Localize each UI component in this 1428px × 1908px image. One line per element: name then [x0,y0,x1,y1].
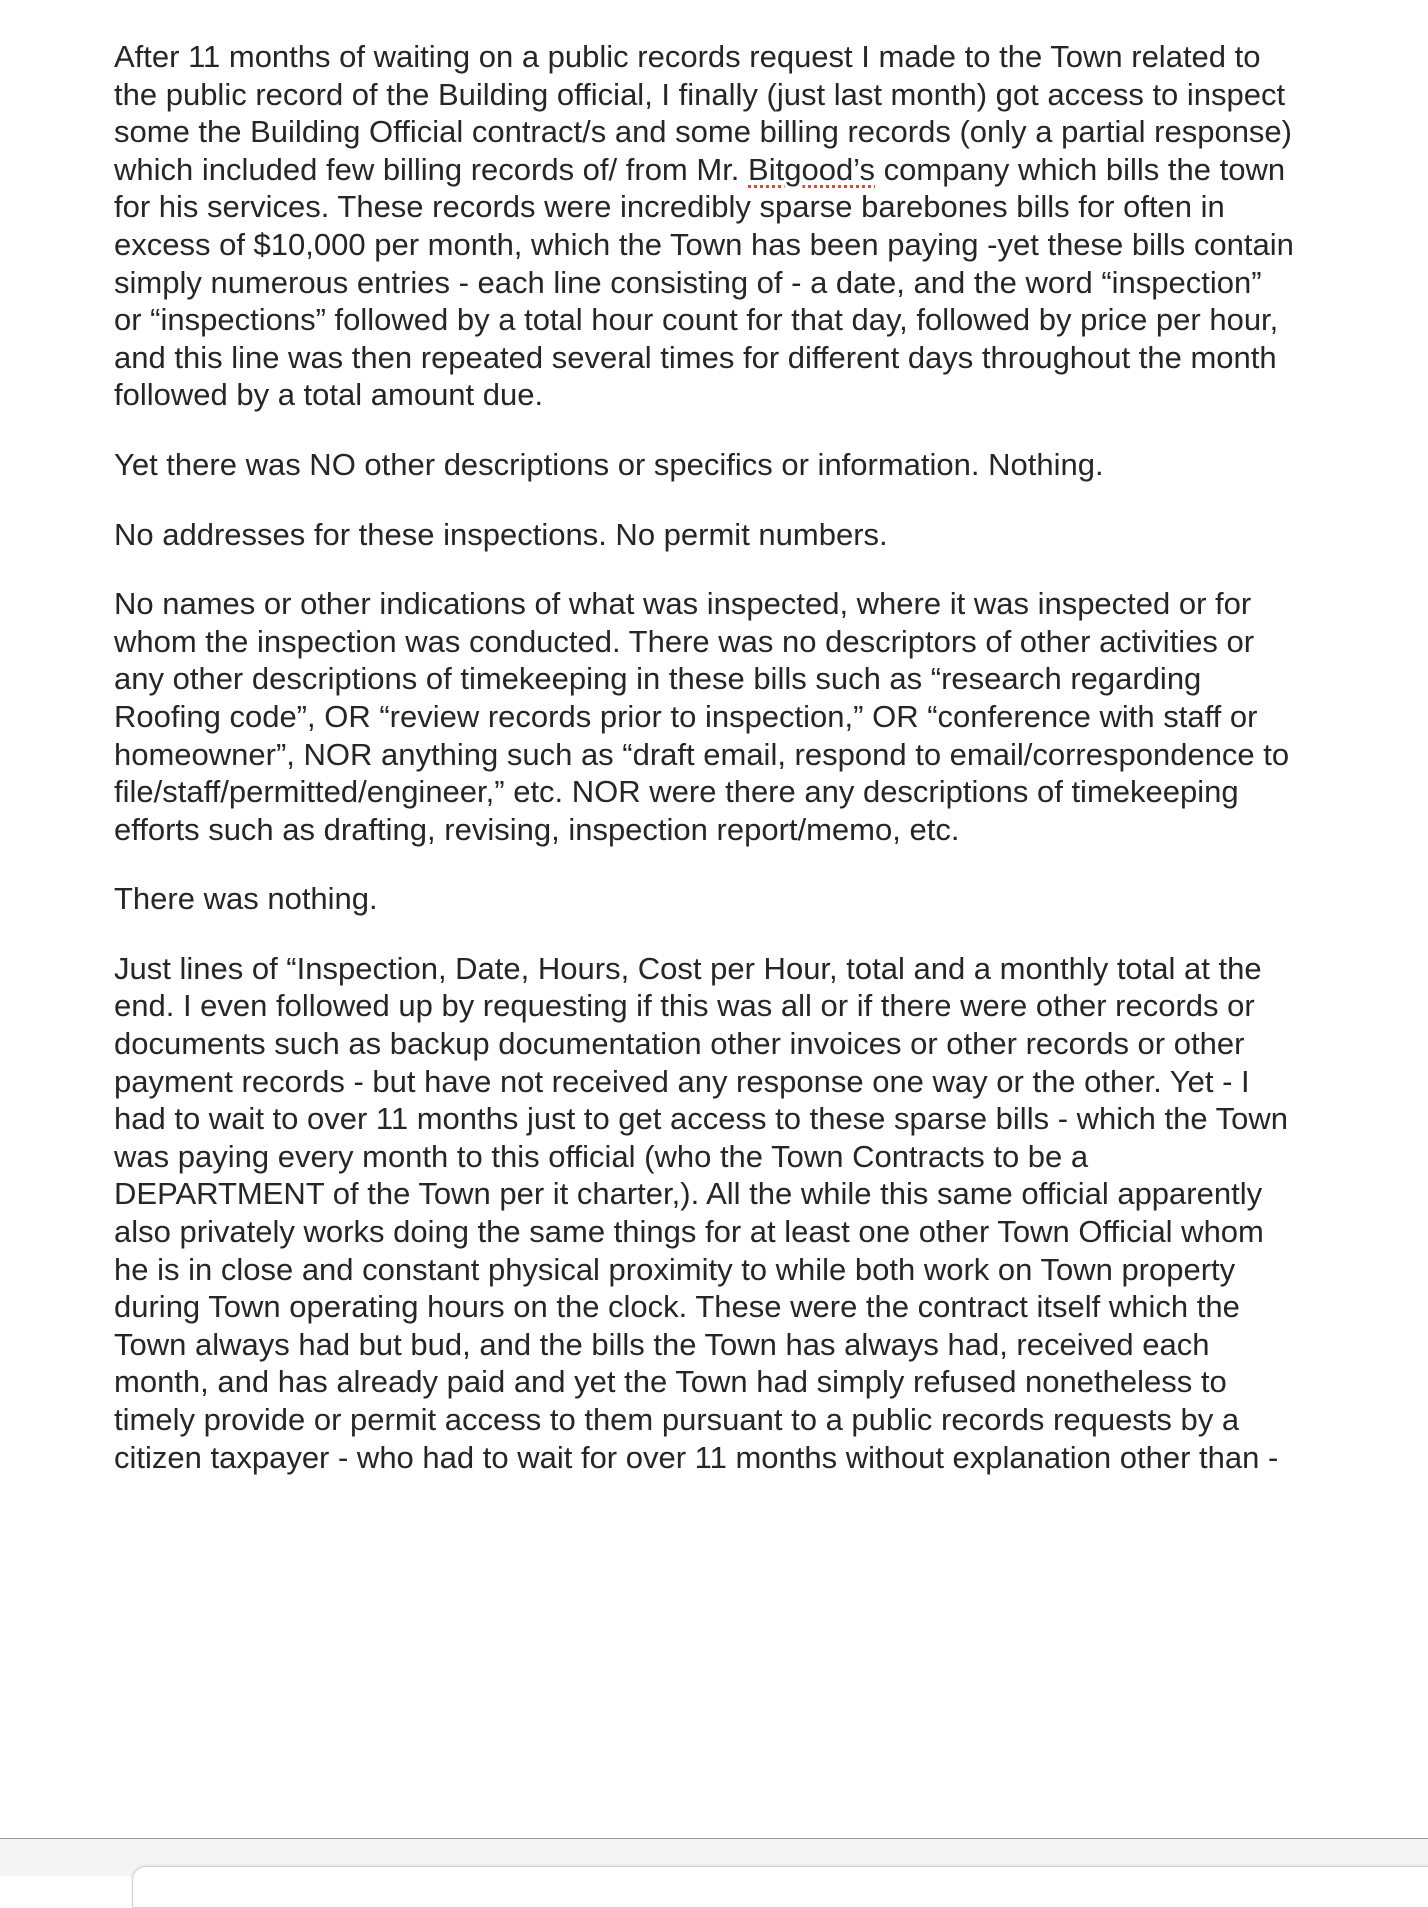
paragraph-3[interactable]: No addresses for these inspections. No permit numbers. [114,516,888,552]
document-body[interactable] [114,38,1294,1508]
paragraph-2[interactable]: Yet there was NO other descriptions or specifics or information. Nothing. [114,446,1104,482]
paragraph-5[interactable]: There was nothing. [114,881,378,917]
paragraph-1-text-end: company which bills the town for his services. These records were incredibly sparse barebones bills for often in excess of $10,000 per month, which the Town has been paying -yet these bills contain simply numerous entries - each line consisting of - a date, and the word “inspection” or “inspections” followed by a total hour count for that day, followed by price per hour, and this line was then repeated several times for different days throughout the month followed by a total amount due. [114,151,1294,413]
paragraph-4[interactable]: No names or other indications of what was inspected, where it was inspected or for whom the inspection was conducted. There was no descriptors of other activities or any other descriptions of timekeeping in these bills such as “research regarding Roofing code”, OR “review records prior to inspection,” OR “conference with staff or homeowner”, NOR anything such as “draft email, respond to email/correspondence to file/staff/permitted/engineer,” etc. NOR were there any descriptions of timekeeping efforts such as drafting, revising, inspection report/memo, etc. [114,586,1290,847]
paragraph-6[interactable]: Just lines of “Inspection, Date, Hours, Cost per Hour, total and a monthly total at the end. I even followed up by requesting if this was all or if there were other records or documents such as backup documentation other invoices or other records or other payment records - but have not received any response one way or the other. Yet - I had to wait to over 11 months just to get access to these sparse bills - which the Town was paying every month to this official (who the Town Contracts to be a DEPARTMENT of the Town per it charter,). All the while this same official apparently also privately works doing the same things for at least one other Town Official whom he is in close and constant physical proximity to while both work on Town property during Town operating hours on the clock. These were the contract itself which the Town always had but bud, and the bills the Town has always had, received each month, and has already paid and yet the Town had simply refused nonetheless to timely provide or permit access to them pursuant to a public records requests by a citizen taxpayer - who had to wait for over 11 months without explanation other than - [114,950,1289,1475]
paragraph-1[interactable] [114,38,1294,414]
next-page-top[interactable] [132,1866,1428,1908]
paragraph-1-text-start: After 11 months of waiting on a public records request I made to the Town related to the public record of the Building official, I finally (just last month) got access to inspect some the Building Official contract/s and some billing records (only a partial response) which included few billing records of/ from Mr. [114,39,1292,187]
misspelled-word[interactable]: Bitgood’s [748,151,876,187]
